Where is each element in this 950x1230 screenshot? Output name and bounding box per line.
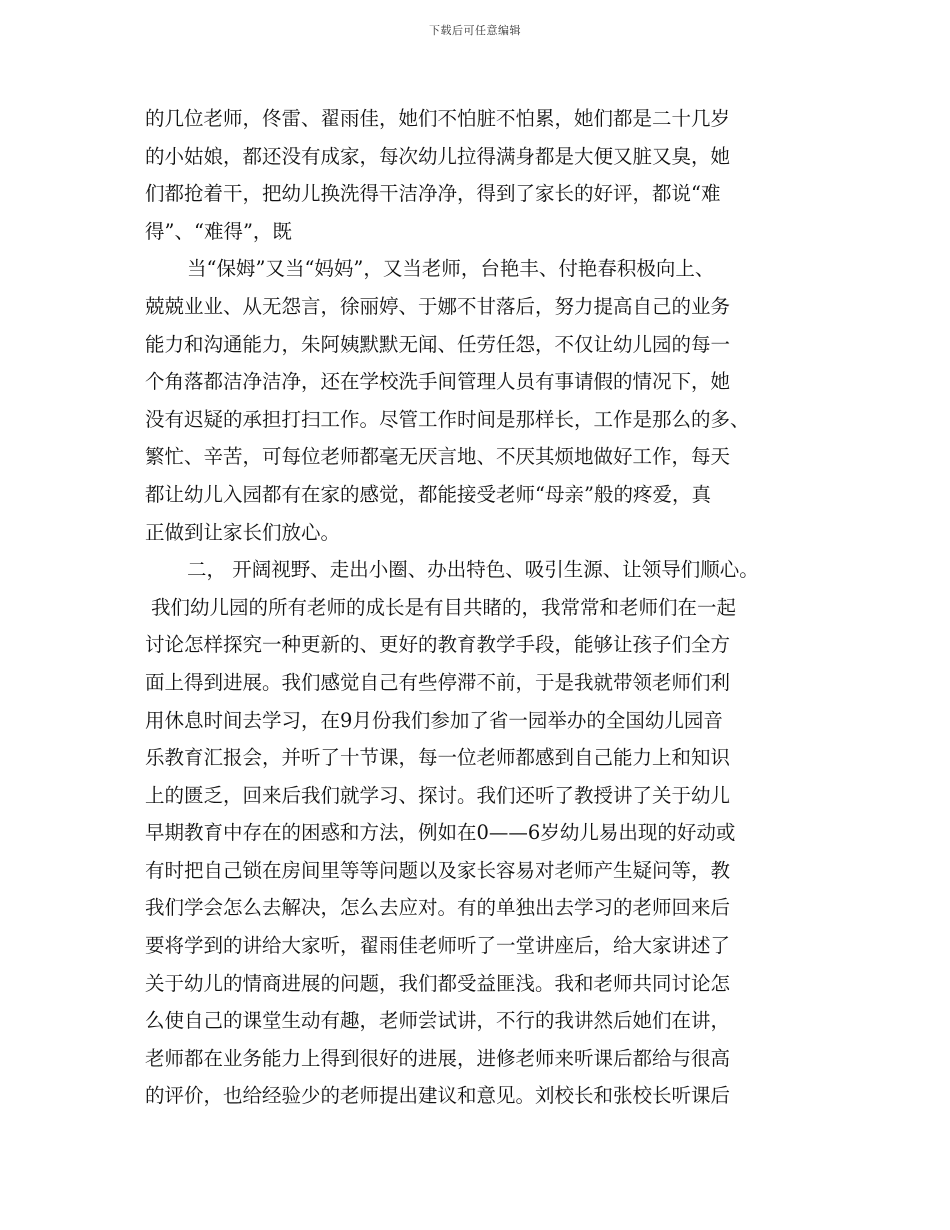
text-line: 上的匮乏，回来后我们就学习、探讨。我们还听了教授讲了关于幼儿 (145, 783, 731, 807)
text-line: 我们学会怎么去解决，怎么去应对。有的单独出去学习的老师回来后 (145, 896, 731, 920)
text-line: 要将学到的讲给大家听，翟雨佳老师听了一堂讲座后，给大家讲述了 (145, 934, 731, 958)
text-line: 都让幼儿入园都有在家的感觉，都能接受老师“母亲”般的疼爱，真 (145, 482, 711, 506)
text-line: 我们幼儿园的所有老师的成长是有目共睹的，我常常和老师们在一起 (151, 595, 737, 619)
text-line: 们都抢着干，把幼儿换洗得干洁净净，得到了家长的好评，都说“难 (145, 182, 721, 206)
text-line: 兢兢业业、从无怨言，徐丽婷、于娜不甘落后，努力提高自己的业务 (145, 294, 731, 318)
text-line: 个角落都洁净洁净，还在学校洗手间管理人员有事请假的情况下，她 (145, 370, 731, 394)
section-heading-line: 二， 开阔视野、走出小圈、办出特色、吸引生源、让领导们顺心。 (187, 558, 759, 582)
page-header: 下载后可任意编辑 (429, 24, 521, 37)
text-line: 正做到让家长们放心。 (145, 520, 341, 544)
text-line: 的小姑娘，都还没有成家，每次幼儿拉得满身都是大便又脏又臭，她 (145, 144, 731, 168)
paragraph-start-line: 当“保姆”又当“妈妈”，又当老师，台艳丰、付艳春积极向上、 (187, 257, 715, 281)
text-line: 乐教育汇报会，并听了十节课，每一位老师都感到自己能力上和知识 (145, 746, 731, 770)
text-line: 能力和沟通能力，朱阿姨默默无闻、任劳任怨，不仅让幼儿园的每一 (145, 332, 731, 356)
text-line: 老师都在业务能力上得到很好的进展，进修老师来听课后都给与很高 (145, 1046, 731, 1070)
text-line: 的评价，也给经验少的老师提出建议和意见。刘校长和张校长听课后 (145, 1084, 731, 1108)
text-line: 讨论怎样探究一种更新的、更好的教育教学手段，能够让孩子们全方 (145, 633, 731, 657)
body-text (145, 100, 845, 1115)
text-line: 么使自己的课堂生动有趣，老师尝试讲，不行的我讲然后她们在讲， (145, 1009, 731, 1033)
text-line: 繁忙、辛苦，可每位老师都毫无厌言地、不厌其烦地做好工作，每天 (145, 445, 731, 469)
text-line: 关于幼儿的情商进展的问题，我们都受益匪浅。我和老师共同讨论怎 (145, 971, 731, 995)
text-line: 的几位老师，佟雷、翟雨佳，她们不怕脏不怕累，她们都是二十几岁 (145, 107, 731, 130)
text-line: 早期教育中存在的困惑和方法，例如在0——6岁幼儿易出现的好动或 (145, 821, 736, 845)
text-line: 用休息时间去学习，在9月份我们参加了省一园举办的全国幼儿园音 (145, 708, 723, 732)
text-line: 有时把自己锁在房间里等等问题以及家长容易对老师产生疑问等，教 (145, 858, 731, 882)
text-line: 没有迟疑的承担打扫工作。尽管工作时间是那样长，工作是那么的多、 (145, 407, 750, 431)
text-line: 面上得到进展。我们感觉自己有些停滞不前，于是我就带领老师们利 (145, 670, 731, 694)
text-line: 得”、“难得”，既 (145, 219, 292, 243)
